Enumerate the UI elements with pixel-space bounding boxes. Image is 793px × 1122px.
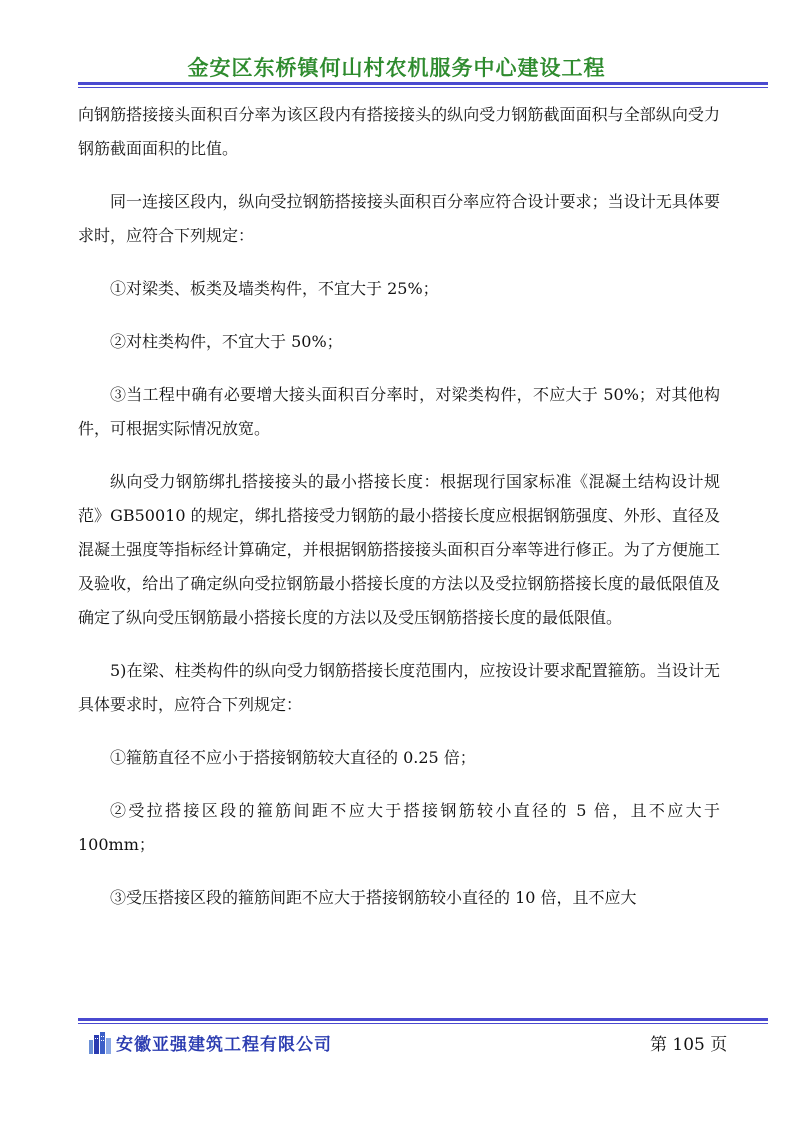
list-item: ②受拉搭接区段的箍筋间距不应大于搭接钢筋较小直径的 5 倍，且不应大于 100mm；: [78, 801, 720, 854]
list-item: ③当工程中确有必要增大接头面积百分率时，对梁类构件，不应大于 50%；对其他构件，可根据实际情况放宽。: [78, 385, 720, 438]
footer-company: [88, 1030, 332, 1055]
paragraph: 5)在梁、柱类构件的纵向受力钢筋搭接长度范围内，应按设计要求配置箍筋。当设计无具体要求时，应符合下列规定：: [78, 661, 720, 714]
list-item: ①对梁类、板类及墙类构件，不宜大于 25%；: [110, 279, 439, 298]
header-rule-thick: [78, 82, 768, 85]
list-item: ②对柱类构件，不宜大于 50%；: [110, 332, 343, 351]
paragraph: 同一连接区段内，纵向受拉钢筋搭接接头面积百分率应符合设计要求；当设计无具体要求时，应符合下列规定：: [78, 192, 720, 245]
list-item: ③受压搭接区段的箍筋间距不应大于搭接钢筋较小直径的 10 倍，且不应大: [110, 888, 637, 907]
document-header-title: 金安区东桥镇何山村农机服务中心建设工程: [187, 56, 606, 80]
header-rule-thin: [78, 87, 768, 88]
company-name: 安徽亚强建筑工程有限公司: [116, 1035, 332, 1055]
footer-rule-thin: [78, 1023, 768, 1024]
paragraph: 纵向受力钢筋绑扎搭接接头的最小搭接长度：根据现行国家标准《混凝土结构设计规范》GB50010 的规定，绑扎搭接受力钢筋的最小搭接长度应根据钢筋强度、外形、直径及混凝土强度等指标经计算确定，并根据钢筋搭接接头面积百分率等进行修正。为了方便施工及验收，给出了确定纵向受拉钢筋最小搭接长度的方法以及受拉钢筋搭接长度的最低限值及确定了纵向受压钢筋最小搭接长度的方法以及受压钢筋搭接长度的最低限值。: [78, 472, 720, 627]
paragraph: 向钢筋搭接接头面积百分率为该区段内有搭接接头的纵向受力钢筋截面面积与全部纵向受力钢筋截面面积的比值。: [78, 105, 720, 158]
document-body: [78, 98, 720, 915]
footer-rule-thick: [78, 1018, 768, 1021]
page-number: 第 105 页: [650, 1035, 728, 1055]
building-logo-icon: [88, 1032, 112, 1054]
list-item: ①箍筋直径不应小于搭接钢筋较大直径的 0.25 倍；: [110, 748, 476, 767]
